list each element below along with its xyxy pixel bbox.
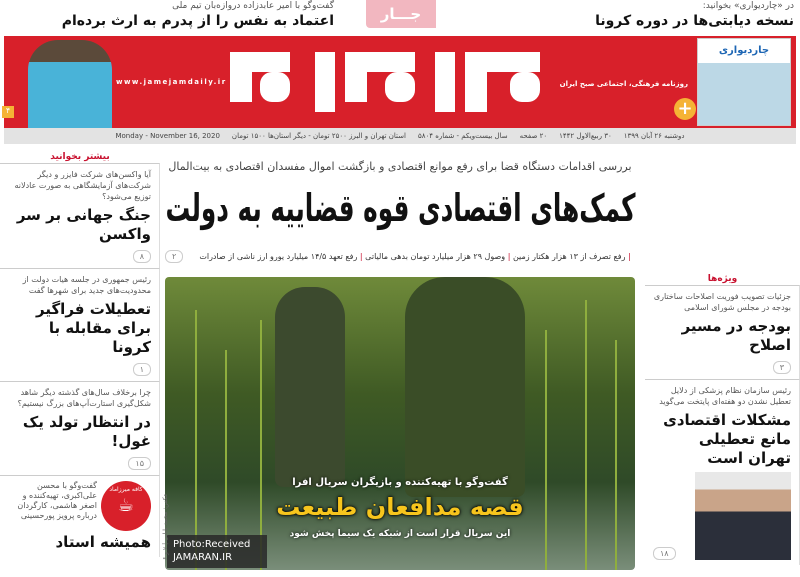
page-ref: ۱ <box>133 363 151 376</box>
photo-sub: این سریال قرار است از شبکه یک سیما پخش شود <box>289 529 511 539</box>
tagline: روزنامه فرهنگی، اجتماعی صبح ایران <box>559 80 688 88</box>
watermark-line: JAMARAN.IR <box>173 552 233 563</box>
teaser-headline: نسخه دیابتی‌ها در دوره کرونا <box>595 13 794 29</box>
watermark-line: Photo:Received <box>173 539 251 550</box>
official-portrait <box>695 472 791 560</box>
photo-credit: عکس: محمد بابایی | ۷ و ۶ <box>162 493 169 560</box>
left-story[interactable] <box>0 381 160 475</box>
story-headline: مشکلات اقتصادی مانع تعطیلی تهران است <box>663 411 791 467</box>
story-sub: آیا واکسن‌های شرکت فایزر و دیگر شرکت‌های آزمایشگاهی به صورت عادلانه توزیع می‌شود؟ <box>14 170 151 201</box>
top-right-teaser[interactable] <box>464 1 794 30</box>
story-sub: جزئیات تصویب فوریت اصلاحات ساختاری بودجه در مجلس شورای اسلامی <box>653 292 791 312</box>
cafe-badge <box>101 481 151 531</box>
teaser-kicker: در «چاردیواری» بخوانید: <box>702 1 794 11</box>
story-headline: جنگ جهانی بر سر واکسن <box>16 206 151 243</box>
jamejam-logo <box>220 44 550 120</box>
lead-headline[interactable]: کمک‌های اقتصادی قوه قضاییه به دولت <box>164 186 636 230</box>
story-sub: رئیس سازمان نظام پزشکی از دلایل تعطیل نشدن دو هفته‌ای پایتخت می‌گوید <box>659 386 791 406</box>
story-sub: چرا برخلاف سال‌های گذشته دیگر شاهد شکل‌گیری استارت‌آپ‌های بزرگ نیستیم؟ <box>17 388 151 408</box>
story-sub: گفت‌وگو با محسن علی‌اکبری، تهیه‌کننده و اصغر هاشمی، کارگردان درباره پرویز پورحسینی <box>17 481 97 520</box>
page-ref: ۱۸ <box>653 547 676 560</box>
teaser-headline: اعتماد به نفس را از پدرم به ارث برده‌ام <box>61 13 334 29</box>
cafe-story[interactable] <box>0 475 160 557</box>
page-ref: ۳ <box>773 361 791 374</box>
page-ref: ۱۵ <box>128 457 151 470</box>
right-story[interactable] <box>645 379 800 565</box>
left-story[interactable] <box>0 163 160 268</box>
page-count: ۲۰ صفحه <box>519 132 548 140</box>
date-bar <box>4 128 796 144</box>
price: استان تهران و البرز ۲۵۰۰ تومان - دیگر استان‌ها ۱۵۰۰ تومان <box>231 132 406 140</box>
watermark <box>167 535 267 568</box>
lead-bullet: رفع تعهد ۱۴/۵ میلیارد یورو ارز ناشی از صادرات <box>199 252 358 261</box>
lead-bullets-box <box>195 251 635 263</box>
plus-icon[interactable]: + <box>674 98 696 120</box>
right-column <box>645 270 800 565</box>
issue-number: سال بیست‌ویکم - شماره ۵۸۰۴ <box>417 132 508 140</box>
goalkeeper-photo <box>28 40 112 128</box>
page-badge: ۴ <box>2 106 14 118</box>
supplement-title: چاردیواری <box>718 45 770 56</box>
lead-kicker-box <box>165 160 635 174</box>
date-persian: دوشنبه ۲۶ آبان ۱۳۹۹ <box>623 132 685 140</box>
story-headline: بودجه در مسیر اصلاح <box>681 317 791 354</box>
right-story[interactable] <box>645 285 800 379</box>
lead-bullets: | رفع تصرف از ۱۳ هزار هکتار زمین | وصول ۲۹ هزار میلیارد تومان بدهی مالیاتی | رفع تعهد ۱۴/۵ میلیارد یورو ارز ناشی از صادرات <box>199 252 631 261</box>
website-url[interactable]: www.jamejamdaily.ir <box>116 78 227 86</box>
lead-kicker: بررسی اقدامات دستگاه قضا برای رفع موانع اقتصادی و بازگشت اموال مفسدان اقتصادی به بیت‌المال <box>168 160 632 173</box>
cafe-badge-label: کافه میرزاماد <box>109 486 143 493</box>
supplement-cover[interactable] <box>697 38 791 126</box>
lead-page-ref[interactable]: ۲ <box>165 250 183 263</box>
actor-figure <box>275 287 345 487</box>
story-headline: همیشه استاد <box>55 533 151 551</box>
date-hijri: ۳۰ ربیع‌الاول ۱۴۴۲ <box>559 132 612 140</box>
lead-bullet: رفع تصرف از ۱۳ هزار هکتار زمین <box>512 252 626 261</box>
teaser-kicker: گفت‌وگو با امیر عابدزاده دروازه‌بان تیم ملی <box>172 1 334 11</box>
story-headline: تعطیلات فراگیر برای مقابله با کرونا <box>36 300 151 356</box>
section-label: ویژه‌ها <box>707 274 738 284</box>
lead-bullet: وصول ۲۹ هزار میلیارد تومان بدهی مالیاتی <box>365 252 506 261</box>
lead-headline-box <box>165 180 635 236</box>
jaar-supplement-tab[interactable]: جـــار <box>366 0 436 28</box>
actor-figure <box>405 277 525 497</box>
coffee-cup-icon: ☕ <box>117 495 135 516</box>
page-ref: ۸ <box>133 250 151 263</box>
top-left-teaser[interactable] <box>4 1 334 30</box>
photo-headline: قصه مدافعان طبیعت <box>276 493 524 521</box>
section-label: بیشتر بخوانید <box>50 152 110 162</box>
date-gregorian: Monday - November 16, 2020 <box>115 132 220 140</box>
left-story[interactable] <box>0 268 160 381</box>
left-column <box>0 148 160 557</box>
story-headline: در انتظار تولد یک غول! <box>22 413 151 450</box>
photo-kicker: گفت‌وگو با تهیه‌کننده و بازیگران سریال افرا <box>292 477 508 488</box>
story-sub: رئیس جمهوری در جلسه هیات دولت از محدودیت‌های جدید برای شهرها گفت <box>22 275 151 295</box>
main-photo[interactable] <box>165 277 635 570</box>
